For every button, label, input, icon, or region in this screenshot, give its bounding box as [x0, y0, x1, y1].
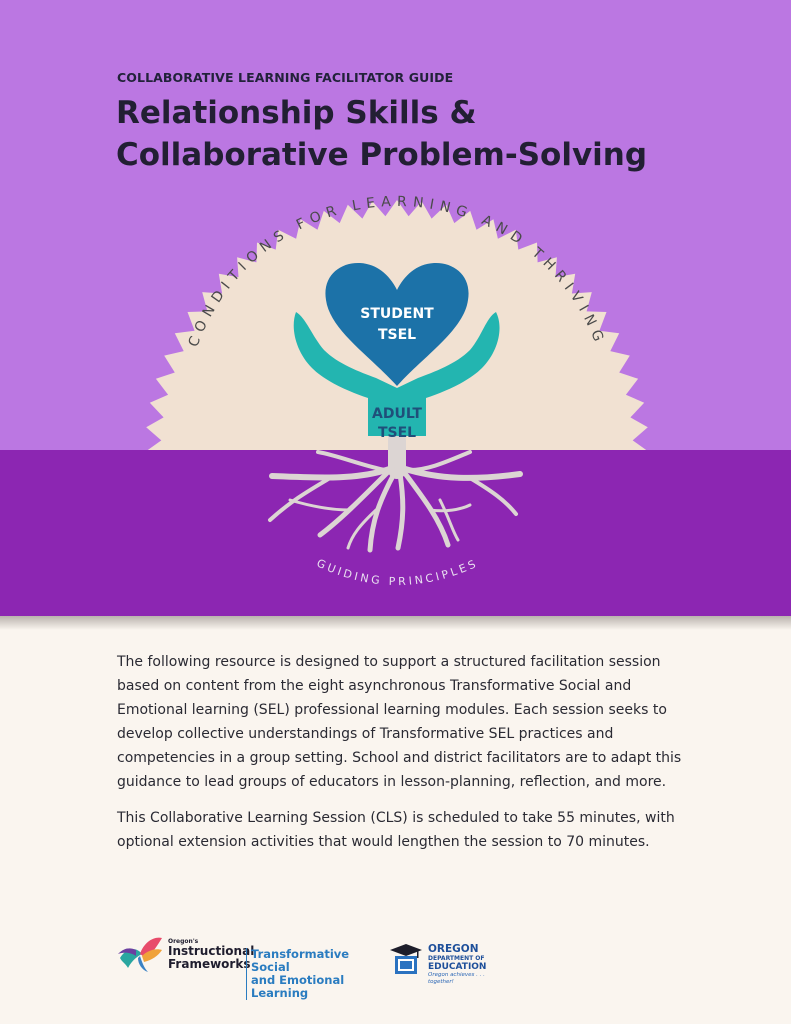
- title-line-2: Collaborative Problem-Solving: [116, 137, 648, 173]
- tsel-line2: and Emotional Learning: [251, 973, 345, 1000]
- instructional-frameworks-logo-icon: [116, 934, 164, 974]
- ode-tagline: Oregon achieves . . . together!: [428, 972, 485, 985]
- arc-text-path: CONDITIONS FOR LEARNING AND THRIVING: [185, 193, 609, 350]
- instructional-frameworks-label: [168, 938, 254, 971]
- trunk-label-line1: ADULT: [372, 406, 422, 422]
- roots-text: [315, 556, 481, 588]
- heart-label-line1: STUDENT: [360, 306, 434, 322]
- ode-line1: OREGON: [428, 943, 479, 955]
- ifw-small-text: Oregon's: [168, 938, 199, 945]
- schedule-paragraph: This Collaborative Learning Session (CLS) is scheduled to take 55 minutes, with optional extension activities that would lengthen the session to 70 minutes.: [117, 810, 675, 850]
- tsel-label: [246, 948, 381, 1000]
- roots-illustration: [270, 440, 520, 550]
- trunk-label-line2: TSEL: [377, 425, 417, 441]
- title-line-1: Relationship Skills &: [116, 95, 477, 131]
- intro-paragraph: The following resource is designed to support a structured facilitation session based on content from the eight asynchronous Transformative Social and Emotional learning (SEL) professional learning modules. Each session seeks to develop collective understandings of Transformative SEL practices and competencies in a group setting. School and district facilitators are to adapt this guidance to lead groups of educators in lesson-planning, reflection, and more.: [117, 654, 682, 790]
- document-subtitle: COLLABORATIVE LEARNING FACILITATOR GUIDE: [117, 70, 454, 85]
- body-content: [117, 650, 687, 866]
- ode-line2: DEPARTMENT OF: [428, 955, 485, 962]
- ifw-line1: Instructional: [168, 944, 255, 958]
- ode-label: [428, 944, 486, 986]
- ifw-line2: Frameworks: [168, 957, 251, 971]
- ode-logo-icon: [386, 942, 424, 976]
- hero-shadow: [0, 616, 791, 630]
- heart-label-line2: TSEL: [377, 327, 417, 343]
- ode-line3: EDUCATION: [428, 962, 487, 972]
- tsel-line1: Transformative Social: [251, 947, 350, 974]
- roots-text-path: GUIDING PRINCIPLES: [314, 556, 481, 589]
